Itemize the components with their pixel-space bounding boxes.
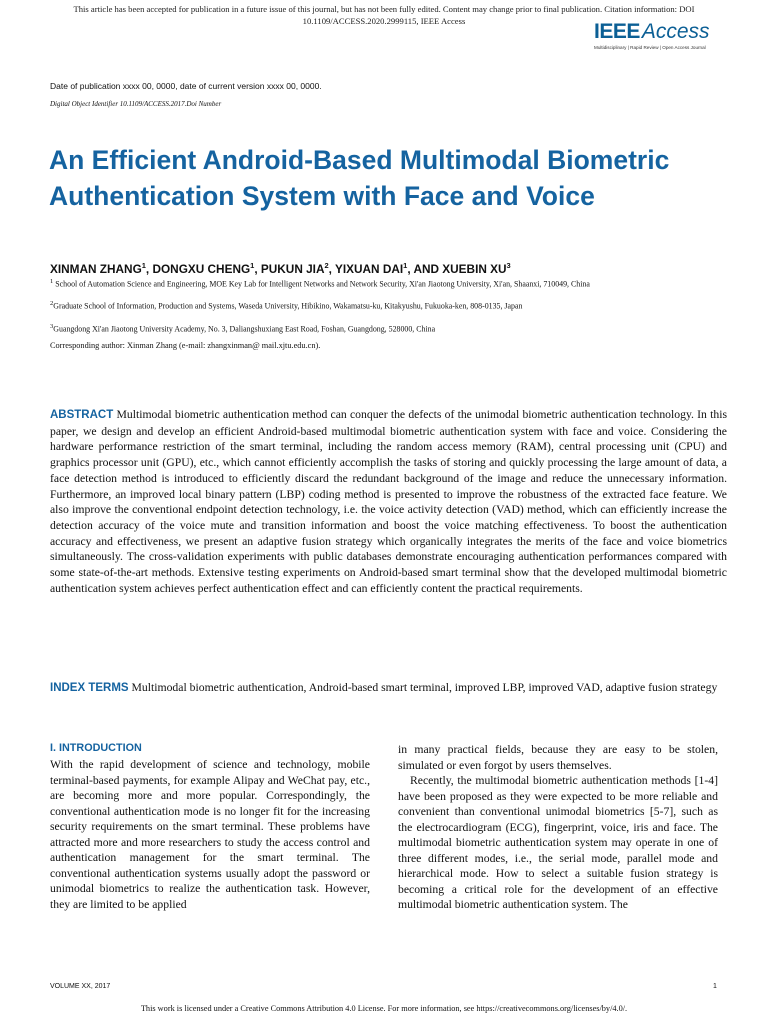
- author-name: XINMAN ZHANG: [50, 261, 142, 276]
- ieee-access-logo: [594, 20, 734, 56]
- intro-paragraph: Recently, the multimodal biometric authentication methods [1-4] have been proposed as they were expected to be more reliable and convenient than conventional unimodal biometrics [5-7], such as the electrocardiogram (ECG), fingerprint, voice, iris and face. The multimodal biometric authentication system may operate in one of three different modes, i.e., the serial mode, parallel mode and hierarchical mode. How to select a suitable fusion strategy is becoming a critical role for the development of an effective multimodal biometric authentication system. The: [398, 774, 718, 911]
- author-separator: ,: [145, 261, 153, 276]
- body-column-left: [50, 757, 370, 912]
- logo-ieee-text: IEEE: [594, 20, 640, 43]
- affiliation-text: Guangdong Xi'an Jiaotong University Academy, No. 3, Daliangshuxiang East Road, Foshan, Guangdong, 528000, China: [53, 324, 436, 334]
- abstract: [50, 407, 727, 596]
- section-heading-introduction: I. INTRODUCTION: [50, 742, 142, 754]
- abstract-label: ABSTRACT: [50, 409, 114, 421]
- intro-paragraph: in many practical fields, because they are easy to be stolen, simulated or even forgot by users themselves.: [398, 743, 718, 772]
- intro-paragraph: With the rapid development of science and technology, mobile terminal-based payments, for example Alipay and WeChat pay, etc., are becoming more and more popular. Correspondingly, the conventional authentication mode is no longer fit for the increasing security requirements on the smart terminal. These problems have attracted more and more researchers to study the access control and authentication management for the smart terminal. The conventional authentication systems usually adopt the password or unimodal biometrics to realize the authentication task. However, they are limited to be applied: [50, 758, 370, 911]
- body-column-right: [398, 742, 718, 913]
- affiliation-number: 2: [50, 300, 54, 307]
- notice-line-2: 10.1109/ACCESS.2020.2999115, IEEE Access: [302, 16, 466, 26]
- index-terms-label: INDEX TERMS: [50, 682, 129, 694]
- author-affiliation-mark: 1: [403, 261, 408, 270]
- author-affiliation-mark: 2: [324, 261, 329, 270]
- affiliation-2: [50, 298, 590, 312]
- author-name: PUKUN JIA: [260, 261, 325, 276]
- author-name: DONGXU CHENG: [152, 261, 251, 276]
- affiliation-1: [50, 276, 590, 290]
- logo-tagline: Multidisciplinary | Rapid Review | Open Access Journal: [594, 45, 706, 50]
- notice-line-1: This article has been accepted for publication in a future issue of this journal, but has not been fully edited. Content may change prior to final publication. Citation information: DOI: [73, 4, 695, 14]
- affiliation-text: Graduate School of Information, Production and Systems, Waseda University, Hibikino, Wakamatsu-ku, Kitakyushu, Fukuoka-ken, 808-0135, Japan: [53, 301, 523, 311]
- index-terms: [50, 680, 727, 697]
- author-affiliation-mark: 3: [506, 261, 511, 270]
- author-separator: ,: [254, 261, 261, 276]
- author-name: YIXUAN DAI: [335, 261, 404, 276]
- page-number: 1: [713, 983, 717, 990]
- corresponding-author: Corresponding author: Xinman Zhang (e-mail: zhangxinman@ mail.xjtu.edu.cn).: [50, 341, 321, 350]
- author-separator: ,: [328, 261, 335, 276]
- author-list: [50, 261, 511, 276]
- author-name: XUEBIN XU: [442, 261, 507, 276]
- affiliation-number: 1: [50, 278, 54, 285]
- license-notice: This work is licensed under a Creative Commons Attribution 4.0 License. For more information, see https://creativecommons.org/licenses/by/4.0/.: [140, 1004, 628, 1013]
- abstract-text: Multimodal biometric authentication method can conquer the defects of the unimodal biometric authentication technology. In this paper, we design and develop an efficient Android-based multimodal biometric authentication system with face and voice. Considering the hardware performance restriction of the smart terminal, including the random access memory (RAM), central processing unit (CPU) and graphics processor unit (GPU), etc., which cannot efficiently accomplish the tasks of storing and quickly processing the large amount of data, a face detection method is introduced to efficiently discard the redundant background of the image and reduce the unnecessary information. Furthermore, an improved local binary pattern (LBP) coding method is presented to improve the robustness of the extracted face feature. We also improve the conventional endpoint detection technology, i.e. the voice activity detection (VAD) method, which can efficiently increase the detection accuracy of the voice mute and transition information and boost the voice matching effectiveness. To boost the authentication accuracy and effectiveness, we present an adaptive fusion strategy which organically integrates the merits of the face and voice biometrics simultaneously. The cross-validation experiments with public databases demonstrate encouraging authentication performances compared with some state-of-the-art methods. Extensive testing experiments on Android-based smart terminal show that the developed multimodal biometric authentication system achieves perfect authentication effect and can efficiently content the practical requirements.: [50, 408, 728, 595]
- affiliation-text: School of Automation Science and Engineering, MOE Key Lab for Intelligent Networks and Network Security, Xi'an Jiaotong University, Xi'an, Shaanxi, 710049, China: [55, 279, 590, 289]
- index-terms-text: Multimodal biometric authentication, Android-based smart terminal, improved LBP, improved VAD, adaptive fusion strategy: [131, 681, 718, 694]
- logo-access-text: Access: [641, 20, 710, 43]
- footer-volume: VOLUME XX, 2017: [50, 983, 111, 990]
- doi-line: Digital Object Identifier 10.1109/ACCESS.2017.Doi Number: [50, 100, 222, 108]
- affiliation-3: [50, 321, 590, 335]
- publication-date: Date of publication xxxx 00, 0000, date of current version xxxx 00, 0000.: [50, 81, 322, 91]
- paper-title: An Efficient Android-Based Multimodal Biometric Authentication System with Face and Voice: [49, 145, 670, 211]
- author-separator: , AND: [407, 261, 443, 276]
- author-affiliation-mark: 1: [141, 261, 146, 270]
- author-affiliation-mark: 1: [250, 261, 255, 270]
- affiliation-number: 3: [50, 323, 54, 330]
